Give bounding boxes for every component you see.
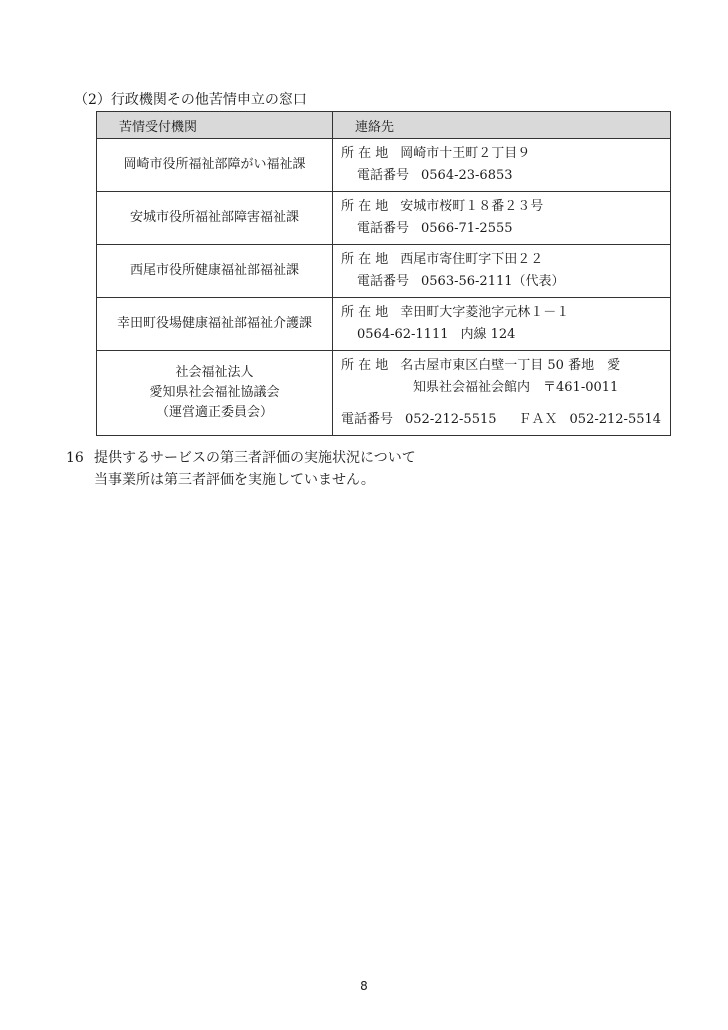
address-label: 所 在 地 [341,146,389,161]
table-row [97,192,671,245]
phone-value: 052-212-5515 [405,412,497,427]
header-contact: 連絡先 [333,112,671,139]
address-value: 岡崎市十王町２丁目９ [400,146,531,161]
address-value-cont: 知県社会福祉会館内 〒461-0011 [413,380,619,395]
table-row [97,351,671,436]
address-label: 所 在 地 [341,358,389,373]
org-name-line: 愛知県社会福祉協議会 [149,385,280,400]
org-name-multiline [97,351,333,436]
address-value: 西尾市寄住町字下田２２ [400,252,544,267]
org-name: 西尾市役所健康福祉部福祉課 [97,245,333,298]
table-row [97,298,671,351]
contact-info [333,351,671,436]
phone-label: 電話番号 [357,221,410,236]
table-header-row [97,112,671,139]
org-name: 幸田町役場健康福祉部福祉介護課 [97,298,333,351]
contact-info [333,139,671,192]
address-label: 所 在 地 [341,252,389,267]
section-heading: （2）行政機関その他苦情申立の窓口 [74,92,307,108]
contact-info [333,192,671,245]
phone-value: 0566-71-2555 [421,221,513,236]
address-value: 幸田町大字菱池字元林１－１ [400,305,570,320]
phone-label: 電話番号 [341,412,394,427]
item-number: 16 [66,450,84,466]
address-label: 所 在 地 [341,199,389,214]
fax-label: ＦＡＸ [518,412,558,427]
phone-value: 0564-62-1111 [357,327,449,342]
contact-info [333,298,671,351]
contact-info [333,245,671,298]
phone-value: 0564-23-6853 [421,168,513,183]
org-name-line: （運営適正委員会） [155,405,273,420]
header-org: 苦情受付機関 [97,112,333,139]
item-16-heading [66,448,416,468]
org-name: 岡崎市役所福祉部障がい福祉課 [97,139,333,192]
page-number: 8 [360,979,368,993]
org-name-line: 社会福祉法人 [175,365,254,380]
table-row [97,245,671,298]
phone-label: 電話番号 [357,168,410,183]
address-label: 所 在 地 [341,305,389,320]
address-value: 名古屋市東区白壁一丁目 50 番地 愛 [400,358,621,373]
item-16-body: 当事業所は第三者評価を実施していません。 [94,472,375,488]
phone-value: 0563-56-2111（代表） [421,274,565,289]
complaint-contact-table [96,111,671,436]
phone-label: 電話番号 [357,274,410,289]
item-title: 提供するサービスの第三者評価の実施状況について [94,450,416,466]
address-value: 安城市桜町１８番２３号 [400,199,544,214]
table-row [97,139,671,192]
extension-value: 内線 124 [460,327,516,342]
org-name: 安城市役所福祉部障害福祉課 [97,192,333,245]
fax-value: 052-212-5514 [569,412,662,427]
